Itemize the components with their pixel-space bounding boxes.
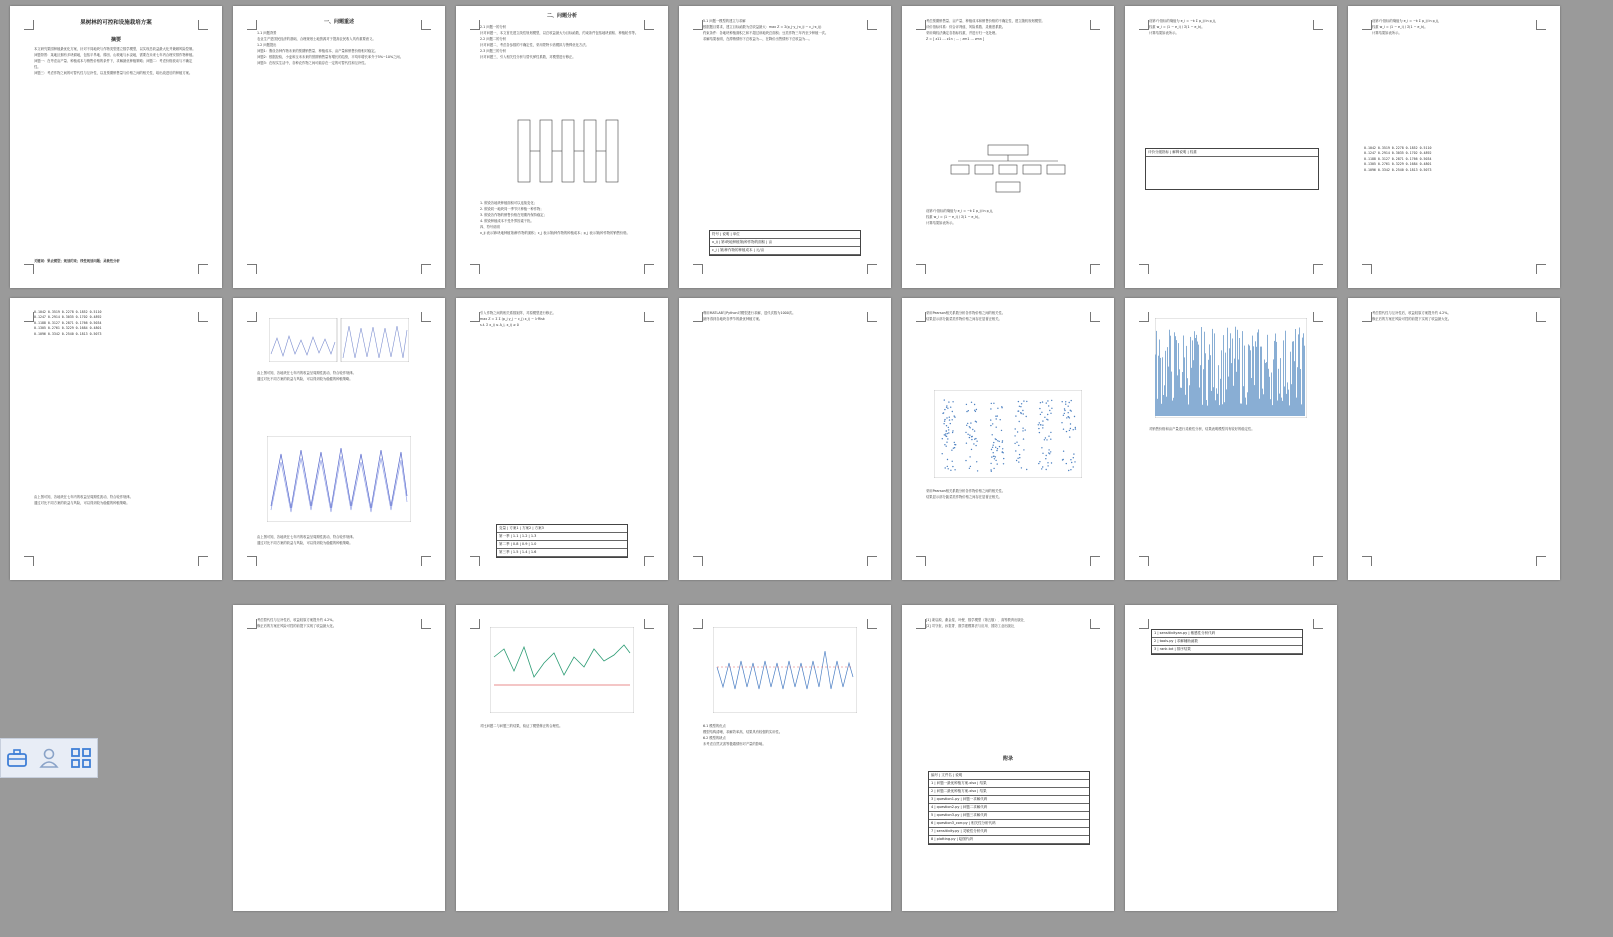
results-row: 第一季 | 1.1 | 1.2 | 1.3 xyxy=(497,533,627,541)
document-page[interactable] xyxy=(233,298,445,580)
symbols-row: c_j | 第j种作物的种植成本 | 元/亩 xyxy=(710,247,860,255)
symbols-row: x_ij | 第i块地种植第j种作物的面积 | 亩 xyxy=(710,239,860,247)
section-heading: 一、问题重述 xyxy=(323,19,354,25)
appendix-row: 4 | question2.py | 问题二求解代码 xyxy=(929,804,1089,812)
line-chart-large xyxy=(267,436,411,522)
crop-mark xyxy=(1090,556,1100,566)
crop-mark xyxy=(24,312,34,322)
document-page[interactable] xyxy=(1125,6,1337,288)
page-text: 考虑替代性与互补性后，收益较原方案提升约 4.2%。 修正后的方案在风险可控的前提下实现了收益最大化。 xyxy=(257,618,337,629)
crop-mark xyxy=(1139,264,1149,274)
page-text: 考虑替代性与互补性后，收益较原方案提升约 4.2%。 修正后的方案在风险可控的前提下实现了收益最大化。 xyxy=(1372,311,1452,322)
crop-mark xyxy=(421,619,431,629)
crop-mark xyxy=(421,556,431,566)
page-text: 采用Pearson相关系数分析各作物价格之间的相关性。 结果显示部分蔬菜类作物价格之间存在显著正相关。 xyxy=(926,489,1006,500)
crop-mark xyxy=(1090,619,1100,629)
document-page[interactable] xyxy=(10,6,222,288)
crop-mark xyxy=(693,619,703,629)
comparison-line-chart xyxy=(490,627,634,713)
appendix-file-row: 1 | sensitivityan.py | 敏感性分析代码 xyxy=(1152,630,1302,638)
document-page[interactable] xyxy=(456,298,668,580)
document-page[interactable] xyxy=(902,6,1114,288)
crop-mark xyxy=(644,264,654,274)
document-page[interactable] xyxy=(456,6,668,288)
data-table: 0.1042 0.3519 0.2278 0.1852 0.5110 0.1247 0.2914 0.3035 0.1702 0.4892 0.1188 0.3127 0.2871 0.1766 0.5034 0.1305 0.2761 0.3229 0.1684 0.4801 0.1096 0.3342 0.2540 0.1813 0.5073 xyxy=(34,310,102,336)
results-table xyxy=(496,524,628,558)
page-text: 考虑预期销售量、亩产量、种植成本和销售价格的不确定性，建立随机规划模型。 评价指标体系：综合评判值、风险系数、灵敏度系数。 采用熵权法确定各指标权重，并进行归一化处理。 Z = [ z11 … z1n ; … ; zm1 … zmn ] xyxy=(926,19,1045,42)
crop-mark xyxy=(421,264,431,274)
crop-mark xyxy=(693,20,703,30)
crop-mark xyxy=(198,556,208,566)
crop-mark xyxy=(1313,619,1323,629)
appendix-heading: 附录 xyxy=(1002,756,1013,762)
crop-mark xyxy=(1090,312,1100,322)
crop-mark xyxy=(1139,312,1149,322)
document-page[interactable] xyxy=(233,6,445,288)
crop-mark xyxy=(1362,20,1372,30)
document-page[interactable] xyxy=(1348,6,1560,288)
page-text: 引入作物之间的相关系数矩阵，对原模型进行修正。 max Z = Σ Σ (p_j y_j − c_j) x_ij − λ·Risk s.t. Σ x_ij ≤ A_i, x_ij ≥ 0 xyxy=(480,311,556,328)
appendix-row: 6 | question3_corr.py | 相关性分析代码 xyxy=(929,820,1089,828)
evaluation-body xyxy=(1146,157,1318,189)
briefcase-icon xyxy=(7,749,27,767)
user-button[interactable] xyxy=(37,746,61,770)
crop-mark xyxy=(916,264,926,274)
flowchart-figure xyxy=(516,116,621,188)
results-row: 第三季 | 1.5 | 1.4 | 1.6 xyxy=(497,549,627,557)
page-text: 设第i个指标的熵值为 e_i = −k Σ p_ij ln p_ij， 权重 w_i = (1 − e_i) / Σ(1 − e_k)。 计算结果如表所示。 xyxy=(926,209,996,226)
crop-mark xyxy=(198,264,208,274)
page-text: 1. 假设各地块种植面积可以连续变化； 2. 假设同一地块同一季节只种植一种作物； 3. 假设各作物的销售价格在短期内保持稳定； 4. 假设种植成本不受外界因素干扰。 四、符号说明 x_ij 表示第i块地种植第j种作物的面积；c_j 表示第j种作物的种植成本；p_j 表示第j种作物的销售价格。 xyxy=(480,201,630,236)
grid-button[interactable] xyxy=(69,746,93,770)
document-page[interactable] xyxy=(1125,605,1337,911)
abstract-heading: 摘要 xyxy=(110,37,121,43)
briefcase-button[interactable] xyxy=(5,746,29,770)
crop-mark xyxy=(644,312,654,322)
section-heading: 二、问题分析 xyxy=(546,13,577,19)
results-header: 变量 | 方案1 | 方案2 | 方案3 xyxy=(497,525,627,533)
crop-mark xyxy=(1090,20,1100,30)
crop-mark xyxy=(1313,264,1323,274)
crop-mark xyxy=(470,264,480,274)
document-page[interactable] xyxy=(233,605,445,911)
crop-mark xyxy=(24,556,34,566)
area-chart xyxy=(1155,318,1307,418)
crop-mark xyxy=(644,556,654,566)
crop-mark xyxy=(867,264,877,274)
crop-mark xyxy=(693,556,703,566)
crop-mark xyxy=(693,312,703,322)
crop-mark xyxy=(470,312,480,322)
symbols-header: 符号 | 说明 | 单位 xyxy=(710,231,860,239)
crop-mark xyxy=(693,264,703,274)
crop-mark xyxy=(867,20,877,30)
document-page[interactable] xyxy=(679,6,891,288)
crop-mark xyxy=(247,312,257,322)
document-page[interactable] xyxy=(1348,298,1560,580)
crop-mark xyxy=(867,619,877,629)
page-text: 2.1 问题一的分析 针对问题一，本文首先建立线性规划模型，以总收益最大为目标函数，约束条件包括地块面积、种植轮作等。 2.2 问题二的分析 针对问题二，考虑各参数的不确定性，采用蒙特卡洛模拟与鲁棒优化方法。 2.3 问题三的分析 针对问题三，引入相关性分析与替代弹性系数，对模型进行修正。 xyxy=(480,25,639,60)
document-page[interactable] xyxy=(456,605,668,911)
page-text: [1] 姜启源，谢金星，叶俊．数学模型（第五版）．高等教育出版社． [2] 司守奎，孙玺菁．数学建模算法与应用．国防工业出版社． xyxy=(926,618,1028,629)
page-text: 对销售价格和亩产量进行灵敏性分析，结果表明模型具有较好的稳定性。 xyxy=(1149,427,1255,431)
crop-mark xyxy=(247,556,257,566)
grid-icon xyxy=(71,748,91,768)
appendix-file-row: 3 | rank.txt | 排序结果 xyxy=(1152,646,1302,654)
document-page[interactable] xyxy=(1125,298,1337,580)
crop-mark xyxy=(24,264,34,274)
crop-mark xyxy=(916,312,926,322)
crop-mark xyxy=(916,20,926,30)
crop-mark xyxy=(916,619,926,629)
crop-mark xyxy=(1313,20,1323,30)
user-icon xyxy=(39,748,59,768)
appendix-row: 8 | plotting.py | 绘图代码 xyxy=(929,836,1089,844)
page-text: 本文研究果园种植最优化方案，针对不同地块与作物类型建立数学模型，以实现总收益最大化并兼顾风险控制。 问题背景：某地区拥有多块耕地，包括平旱地、梯田、山坡地与水浇地，需要在未来七年内合理安排作物种植。 问题一：在考虑亩产量、种植成本与销售价格的条件下，求解最优种植策略；问题二：考虑价格波动与不确定性。 问题三：考虑作物之间的可替代性与互补性，以及预期销售量与价格之间的相关性，给出改进后的种植方案。 xyxy=(34,47,196,76)
page-text: 1.1 问题背景 农业生产是国民经济的基础，合理规划土地资源对于提高农民收入具有重要意义。 1.2 问题提出 问题1：假设各种作物未来的预期销售量、种植成本、亩产量和销售价格相对稳定。 问题2：根据经验，小麦和玉米未来的预期销售量有增长的趋势，平均年增长率介于5%~10%之间。 问题3：在现实生活中，各种农作物之间可能存在一定的可替代性和互补性。 xyxy=(257,31,403,66)
page-text: 由上图可知，各地块在七年内的收益呈周期性波动，符合轮作规律。 通过对比不同方案的收益与风险，可以得到较为稳健的种植策略。 xyxy=(257,535,356,546)
appendix-table xyxy=(928,771,1090,845)
crop-mark xyxy=(1090,264,1100,274)
appendix-file-row: 2 | tools.py | 求解辅助函数 xyxy=(1152,638,1302,646)
document-page[interactable] xyxy=(10,298,222,580)
hierarchy-diagram xyxy=(950,144,1066,196)
page-text: 6.1 模型的优点 模型结构清晰，求解效率高，结果具有较强的实用性。 6.2 模型的缺点 未考虑自然灾害等极端情形对产量的影响。 xyxy=(703,724,783,747)
appendix-row: 2 | 问题二最优种植方案.xlsx | 结果 xyxy=(929,788,1089,796)
document-page[interactable] xyxy=(902,605,1114,911)
crop-mark xyxy=(470,619,480,629)
page-text: 采用Pearson相关系数分析各作物价格之间的相关性。 结果显示部分蔬菜类作物价格之间存在显著正相关。 xyxy=(926,311,1006,322)
crop-mark xyxy=(1536,556,1546,566)
crop-mark xyxy=(247,264,257,274)
crop-mark xyxy=(644,619,654,629)
crop-mark xyxy=(867,312,877,322)
evaluation-header: 评价分级指标 | 解释说明 | 权重 xyxy=(1146,149,1318,157)
line-chart-small xyxy=(269,318,409,362)
page-text: 设第i个指标的熵值为 e_i = −k Σ p_ij ln p_ij， 权重 w_i = (1 − e_i) / Σ(1 − e_k)。 计算结果如表所示。 xyxy=(1149,19,1219,36)
appendix-files-table xyxy=(1151,629,1303,655)
crop-mark xyxy=(1536,312,1546,322)
data-table: 0.1042 0.3519 0.2278 0.1852 0.5110 0.1247 0.2914 0.3035 0.1702 0.4892 0.1188 0.3127 0.2871 0.1766 0.5034 0.1305 0.2761 0.3229 0.1684 0.4801 0.1096 0.3342 0.2540 0.1813 0.5073 xyxy=(1364,146,1432,172)
crop-mark xyxy=(1536,20,1546,30)
crop-mark xyxy=(1139,20,1149,30)
crop-mark xyxy=(867,556,877,566)
document-title: 果树林的可控和设施栽培方案 xyxy=(80,20,152,26)
scatter-plot xyxy=(934,390,1082,478)
symbols-table xyxy=(709,230,861,256)
page-text: 由上图可知，各地块在七年内的收益呈周期性波动，符合轮作规律。 通过对比不同方案的收益与风险，可以得到较为稳健的种植策略。 xyxy=(34,495,133,506)
crop-mark xyxy=(916,556,926,566)
page-text: 5.1 问题一模型的建立与求解 根据题目要求，建立目标函数为总收益最大：max Z = Σ(p_j·y_j·x_ij − c_j·x_ij) 约束条件：各地块种植面积之和不超过该地块总面积；豆类作物三年内至少种植一次。 求解结果表明，在滞销情形下总收益为…，在降价出售情形下总收益为…。 xyxy=(703,19,829,42)
document-page[interactable] xyxy=(679,605,891,911)
appendix-row: 7 | sensitivity.py | 灵敏性分析代码 xyxy=(929,828,1089,836)
page-text: 设第i个指标的熵值为 e_i = −k Σ p_ij ln p_ij， 权重 w_i = (1 − e_i) / Σ(1 − e_k)。 计算结果如表所示。 xyxy=(1372,19,1442,36)
crop-mark xyxy=(1313,312,1323,322)
appendix-row: 3 | question1.py | 问题一求解代码 xyxy=(929,796,1089,804)
document-page[interactable] xyxy=(902,298,1114,580)
evaluation-table xyxy=(1145,148,1319,190)
crop-mark xyxy=(470,20,480,30)
sensitivity-line-chart xyxy=(713,627,857,713)
crop-mark xyxy=(1313,556,1323,566)
results-row: 第二季 | 0.8 | 0.9 | 1.0 xyxy=(497,541,627,549)
page-text: 对比问题二与问题三的结果，验证了模型修正的合理性。 xyxy=(480,724,563,728)
page-text: 利用MATLAB与Python对模型进行求解，迭代次数为1000次。 最终得到各地块各季节的最优种植方案。 xyxy=(703,311,796,322)
appendix-row: 5 | question3.py | 问题三求解代码 xyxy=(929,812,1089,820)
page-text: 由上图可知，各地块在七年内的收益呈周期性波动，符合轮作规律。 通过对比不同方案的收益与风险，可以得到较为稳健的种植策略。 xyxy=(257,371,356,382)
crop-mark xyxy=(198,312,208,322)
crop-mark xyxy=(1362,312,1372,322)
crop-mark xyxy=(1139,619,1149,629)
crop-mark xyxy=(470,556,480,566)
keywords: 关键词：果农模型；规划约束；线性规划问题；灵敏性分析 xyxy=(34,259,120,263)
crop-mark xyxy=(1362,556,1372,566)
floating-toolbar xyxy=(0,738,98,778)
crop-mark xyxy=(1139,556,1149,566)
appendix-header: 编号 | 文件名 | 说明 xyxy=(929,772,1089,780)
crop-mark xyxy=(247,619,257,629)
appendix-row: 1 | 问题一最优种植方案.xlsx | 结果 xyxy=(929,780,1089,788)
crop-mark xyxy=(421,312,431,322)
document-page[interactable] xyxy=(679,298,891,580)
crop-mark xyxy=(644,20,654,30)
